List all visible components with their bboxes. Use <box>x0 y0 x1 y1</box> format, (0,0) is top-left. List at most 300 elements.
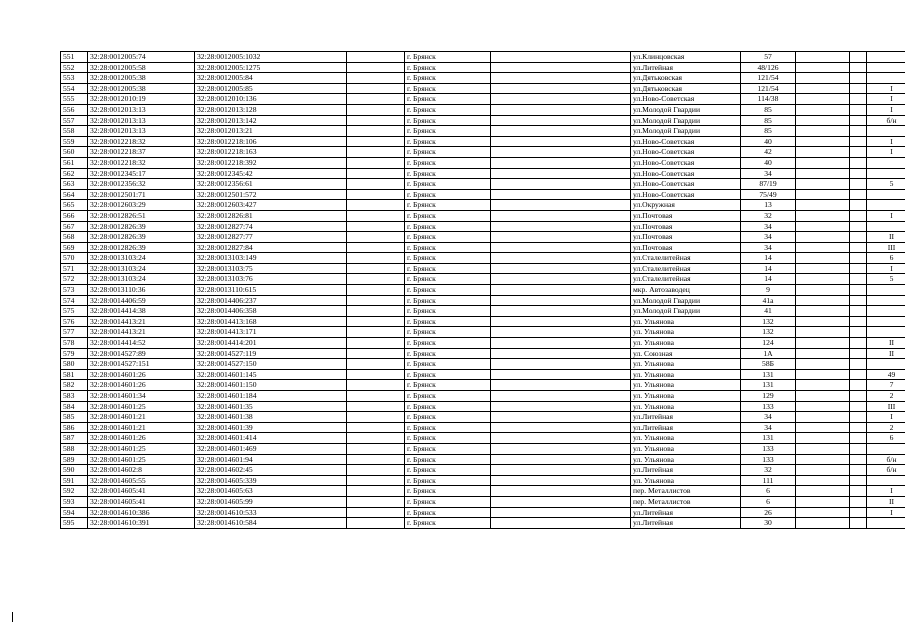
blank-column-cell <box>347 380 405 391</box>
blank-column-cell <box>347 83 405 94</box>
blank-column-3-cell <box>796 210 850 221</box>
blank-column-3-cell <box>796 348 850 359</box>
street-cell: ул.Ново-Советская <box>631 168 741 179</box>
blank-column-3-cell <box>796 126 850 137</box>
table-row <box>61 359 905 370</box>
parcel-cadastral-number-cell: 32:28:0014414:38 <box>88 306 195 317</box>
room-number-cell <box>867 189 905 200</box>
row-number-cell: 569 <box>61 242 88 253</box>
city-cell: г. Брянск <box>405 221 491 232</box>
blank-column-3-cell <box>796 189 850 200</box>
street-cell: ул.Дятьковская <box>631 83 741 94</box>
street-cell: ул.Окружная <box>631 200 741 211</box>
blank-column-3-cell <box>796 380 850 391</box>
room-number-cell: I <box>867 210 905 221</box>
house-number-cell: 131 <box>741 433 796 444</box>
parcel-cadastral-number-cell: 32:28:0014601:26 <box>88 369 195 380</box>
room-number-cell: 6 <box>867 433 905 444</box>
building-cadastral-number-cell: 32:28:0012218:163 <box>195 147 347 158</box>
house-number-cell: 85 <box>741 115 796 126</box>
blank-column-cell <box>347 316 405 327</box>
house-number-cell: 42 <box>741 147 796 158</box>
row-number-cell: 560 <box>61 147 88 158</box>
city-cell: г. Брянск <box>405 306 491 317</box>
city-cell: г. Брянск <box>405 179 491 190</box>
blank-column-4-cell <box>850 263 867 274</box>
house-number-cell: 129 <box>741 391 796 402</box>
blank-column-cell <box>347 189 405 200</box>
blank-column-4-cell <box>850 136 867 147</box>
city-cell: г. Брянск <box>405 115 491 126</box>
blank-column-2-cell <box>491 412 631 423</box>
house-number-cell: 41а <box>741 295 796 306</box>
blank-column-3-cell <box>796 115 850 126</box>
blank-column-4-cell <box>850 157 867 168</box>
blank-column-3-cell <box>796 327 850 338</box>
building-cadastral-number-cell: 32:28:0012827:74 <box>195 221 347 232</box>
blank-column-4-cell <box>850 475 867 486</box>
house-number-cell: 121/54 <box>741 73 796 84</box>
street-cell: ул.Ново-Советская <box>631 136 741 147</box>
building-cadastral-number-cell: 32:28:0012005:1032 <box>195 52 347 63</box>
parcel-cadastral-number-cell: 32:28:0014601:25 <box>88 443 195 454</box>
street-cell: ул.Литейная <box>631 422 741 433</box>
parcel-cadastral-number-cell: 32:28:0014414:52 <box>88 338 195 349</box>
parcel-cadastral-number-cell: 32:28:0013110:36 <box>88 285 195 296</box>
building-cadastral-number-cell: 32:28:0014527:119 <box>195 348 347 359</box>
blank-column-cell <box>347 179 405 190</box>
blank-column-4-cell <box>850 242 867 253</box>
blank-column-3-cell <box>796 465 850 476</box>
building-cadastral-number-cell: 32:28:0014610:584 <box>195 518 347 529</box>
room-number-cell: I <box>867 263 905 274</box>
row-number-cell: 561 <box>61 157 88 168</box>
blank-column-2-cell <box>491 518 631 529</box>
city-cell: г. Брянск <box>405 94 491 105</box>
table-row <box>61 285 905 296</box>
blank-column-4-cell <box>850 433 867 444</box>
parcel-cadastral-number-cell: 32:28:0014413:21 <box>88 327 195 338</box>
room-number-cell: 49 <box>867 369 905 380</box>
parcel-cadastral-number-cell: 32:28:0014605:55 <box>88 475 195 486</box>
room-number-cell: 5 <box>867 274 905 285</box>
parcel-cadastral-number-cell: 32:28:0012826:39 <box>88 242 195 253</box>
parcel-cadastral-number-cell: 32:28:0014527:151 <box>88 359 195 370</box>
street-cell: ул. Ульянова <box>631 380 741 391</box>
blank-column-cell <box>347 126 405 137</box>
table-row <box>61 221 905 232</box>
blank-column-2-cell <box>491 189 631 200</box>
blank-column-cell <box>347 147 405 158</box>
room-number-cell: б/н <box>867 115 905 126</box>
table-row <box>61 422 905 433</box>
street-cell: ул.Литейная <box>631 507 741 518</box>
house-number-cell: 6 <box>741 496 796 507</box>
blank-column-4-cell <box>850 94 867 105</box>
blank-column-cell <box>347 94 405 105</box>
table-row <box>61 316 905 327</box>
building-cadastral-number-cell: 32:28:0014601:150 <box>195 380 347 391</box>
room-number-cell: 5 <box>867 179 905 190</box>
room-number-cell: 6 <box>867 253 905 264</box>
blank-column-cell <box>347 242 405 253</box>
house-number-cell: 133 <box>741 454 796 465</box>
blank-column-cell <box>347 433 405 444</box>
building-cadastral-number-cell: 32:28:0014605:99 <box>195 496 347 507</box>
blank-column-4-cell <box>850 369 867 380</box>
blank-column-4-cell <box>850 200 867 211</box>
blank-column-2-cell <box>491 391 631 402</box>
street-cell: ул. Ульянова <box>631 359 741 370</box>
street-cell: пер. Металлистов <box>631 486 741 497</box>
building-cadastral-number-cell: 32:28:0012827:84 <box>195 242 347 253</box>
parcel-cadastral-number-cell: 32:28:0012501:71 <box>88 189 195 200</box>
blank-column-4-cell <box>850 422 867 433</box>
building-cadastral-number-cell: 32:28:0012013:142 <box>195 115 347 126</box>
street-cell: ул. Союзная <box>631 348 741 359</box>
city-cell: г. Брянск <box>405 73 491 84</box>
parcel-cadastral-number-cell: 32:28:0012826:39 <box>88 232 195 243</box>
blank-column-2-cell <box>491 52 631 63</box>
house-number-cell: 9 <box>741 285 796 296</box>
registry-table-body <box>61 52 905 529</box>
blank-column-cell <box>347 285 405 296</box>
blank-column-2-cell <box>491 285 631 296</box>
blank-column-4-cell <box>850 380 867 391</box>
blank-column-cell <box>347 338 405 349</box>
room-number-cell <box>867 359 905 370</box>
blank-column-2-cell <box>491 126 631 137</box>
parcel-cadastral-number-cell: 32:28:0012826:39 <box>88 221 195 232</box>
city-cell: г. Брянск <box>405 507 491 518</box>
house-number-cell: 14 <box>741 263 796 274</box>
street-cell: ул.Ново-Советская <box>631 147 741 158</box>
house-number-cell: 13 <box>741 200 796 211</box>
city-cell: г. Брянск <box>405 486 491 497</box>
street-cell: ул.Почтовая <box>631 232 741 243</box>
blank-column-3-cell <box>796 369 850 380</box>
blank-column-2-cell <box>491 157 631 168</box>
blank-column-cell <box>347 401 405 412</box>
blank-column-3-cell <box>796 316 850 327</box>
city-cell: г. Брянск <box>405 369 491 380</box>
building-cadastral-number-cell: 32:28:0012010:136 <box>195 94 347 105</box>
row-number-cell: 551 <box>61 52 88 63</box>
blank-column-cell <box>347 327 405 338</box>
blank-column-cell <box>347 104 405 115</box>
blank-column-3-cell <box>796 443 850 454</box>
building-cadastral-number-cell: 32:28:0012826:81 <box>195 210 347 221</box>
parcel-cadastral-number-cell: 32:28:0014605:41 <box>88 496 195 507</box>
blank-column-2-cell <box>491 369 631 380</box>
parcel-cadastral-number-cell: 32:28:0012345:17 <box>88 168 195 179</box>
row-number-cell: 594 <box>61 507 88 518</box>
street-cell: ул. Ульянова <box>631 454 741 465</box>
building-cadastral-number-cell: 32:28:0012603:427 <box>195 200 347 211</box>
blank-column-cell <box>347 348 405 359</box>
building-cadastral-number-cell: 32:28:0014610:533 <box>195 507 347 518</box>
street-cell: ул.Литейная <box>631 62 741 73</box>
table-row <box>61 62 905 73</box>
city-cell: г. Брянск <box>405 285 491 296</box>
room-number-cell: 2 <box>867 422 905 433</box>
building-cadastral-number-cell: 32:28:0014406:237 <box>195 295 347 306</box>
parcel-cadastral-number-cell: 32:28:0012218:32 <box>88 157 195 168</box>
table-row <box>61 179 905 190</box>
blank-column-2-cell <box>491 104 631 115</box>
street-cell: ул. Ульянова <box>631 433 741 444</box>
row-number-cell: 580 <box>61 359 88 370</box>
blank-column-3-cell <box>796 475 850 486</box>
row-number-cell: 572 <box>61 274 88 285</box>
row-number-cell: 566 <box>61 210 88 221</box>
parcel-cadastral-number-cell: 32:28:0014413:21 <box>88 316 195 327</box>
row-number-cell: 558 <box>61 126 88 137</box>
room-number-cell <box>867 327 905 338</box>
city-cell: г. Брянск <box>405 136 491 147</box>
blank-column-cell <box>347 221 405 232</box>
table-row <box>61 115 905 126</box>
blank-column-2-cell <box>491 147 631 158</box>
house-number-cell: 57 <box>741 52 796 63</box>
blank-column-2-cell <box>491 210 631 221</box>
row-number-cell: 595 <box>61 518 88 529</box>
table-row <box>61 401 905 412</box>
blank-column-3-cell <box>796 263 850 274</box>
building-cadastral-number-cell: 32:28:0014601:469 <box>195 443 347 454</box>
blank-column-3-cell <box>796 52 850 63</box>
city-cell: г. Брянск <box>405 126 491 137</box>
room-number-cell <box>867 73 905 84</box>
blank-column-2-cell <box>491 115 631 126</box>
table-row <box>61 486 905 497</box>
blank-column-2-cell <box>491 232 631 243</box>
blank-column-3-cell <box>796 507 850 518</box>
house-number-cell: 121/54 <box>741 83 796 94</box>
street-cell: ул.Молодой Гвардии <box>631 306 741 317</box>
blank-column-4-cell <box>850 486 867 497</box>
row-number-cell: 571 <box>61 263 88 274</box>
blank-column-3-cell <box>796 157 850 168</box>
parcel-cadastral-number-cell: 32:28:0012005:74 <box>88 52 195 63</box>
table-row <box>61 168 905 179</box>
parcel-cadastral-number-cell: 32:28:0012010:19 <box>88 94 195 105</box>
blank-column-2-cell <box>491 136 631 147</box>
table-row <box>61 496 905 507</box>
table-row <box>61 433 905 444</box>
blank-column-3-cell <box>796 295 850 306</box>
house-number-cell: 1А <box>741 348 796 359</box>
street-cell: мкр. Автозаводец <box>631 285 741 296</box>
city-cell: г. Брянск <box>405 380 491 391</box>
row-number-cell: 577 <box>61 327 88 338</box>
blank-column-cell <box>347 253 405 264</box>
room-number-cell: I <box>867 94 905 105</box>
parcel-cadastral-number-cell: 32:28:0012603:29 <box>88 200 195 211</box>
row-number-cell: 574 <box>61 295 88 306</box>
building-cadastral-number-cell: 32:28:0014601:414 <box>195 433 347 444</box>
parcel-cadastral-number-cell: 32:28:0014601:25 <box>88 401 195 412</box>
street-cell: ул. Ульянова <box>631 327 741 338</box>
building-cadastral-number-cell: 32:28:0014601:184 <box>195 391 347 402</box>
house-number-cell: 131 <box>741 380 796 391</box>
blank-column-cell <box>347 507 405 518</box>
building-cadastral-number-cell: 32:28:0014601:35 <box>195 401 347 412</box>
building-cadastral-number-cell: 32:28:0014602:45 <box>195 465 347 476</box>
blank-column-2-cell <box>491 263 631 274</box>
row-number-cell: 576 <box>61 316 88 327</box>
row-number-cell: 586 <box>61 422 88 433</box>
row-number-cell: 583 <box>61 391 88 402</box>
blank-column-2-cell <box>491 359 631 370</box>
row-number-cell: 556 <box>61 104 88 115</box>
blank-column-4-cell <box>850 465 867 476</box>
city-cell: г. Брянск <box>405 210 491 221</box>
street-cell: ул.Ново-Советская <box>631 189 741 200</box>
room-number-cell: I <box>867 104 905 115</box>
blank-column-3-cell <box>796 94 850 105</box>
blank-column-cell <box>347 274 405 285</box>
row-number-cell: 582 <box>61 380 88 391</box>
blank-column-2-cell <box>491 380 631 391</box>
street-cell: ул.Сталелитейная <box>631 263 741 274</box>
room-number-cell: II <box>867 496 905 507</box>
street-cell: ул.Почтовая <box>631 210 741 221</box>
blank-column-3-cell <box>796 73 850 84</box>
room-number-cell: III <box>867 401 905 412</box>
room-number-cell <box>867 157 905 168</box>
row-number-cell: 584 <box>61 401 88 412</box>
blank-column-4-cell <box>850 210 867 221</box>
blank-column-2-cell <box>491 168 631 179</box>
city-cell: г. Брянск <box>405 274 491 285</box>
city-cell: г. Брянск <box>405 391 491 402</box>
row-number-cell: 592 <box>61 486 88 497</box>
table-row <box>61 94 905 105</box>
blank-column-4-cell <box>850 73 867 84</box>
parcel-cadastral-number-cell: 32:28:0012826:51 <box>88 210 195 221</box>
table-row <box>61 73 905 84</box>
room-number-cell: I <box>867 83 905 94</box>
row-number-cell: 567 <box>61 221 88 232</box>
row-number-cell: 579 <box>61 348 88 359</box>
building-cadastral-number-cell: 32:28:0014601:39 <box>195 422 347 433</box>
street-cell: ул.Ново-Советская <box>631 157 741 168</box>
house-number-cell: 32 <box>741 465 796 476</box>
city-cell: г. Брянск <box>405 518 491 529</box>
table-row <box>61 369 905 380</box>
blank-column-2-cell <box>491 443 631 454</box>
table-row <box>61 412 905 423</box>
street-cell: ул.Ново-Советская <box>631 94 741 105</box>
city-cell: г. Брянск <box>405 147 491 158</box>
parcel-cadastral-number-cell: 32:28:0014527:89 <box>88 348 195 359</box>
parcel-cadastral-number-cell: 32:28:0013103:24 <box>88 263 195 274</box>
blank-column-4-cell <box>850 147 867 158</box>
blank-column-3-cell <box>796 422 850 433</box>
blank-column-4-cell <box>850 338 867 349</box>
blank-column-2-cell <box>491 83 631 94</box>
row-number-cell: 573 <box>61 285 88 296</box>
blank-column-3-cell <box>796 486 850 497</box>
street-cell: ул.Молодой Гвардии <box>631 295 741 306</box>
house-number-cell: 133 <box>741 443 796 454</box>
house-number-cell: 131 <box>741 369 796 380</box>
blank-column-cell <box>347 73 405 84</box>
room-number-cell: б/н <box>867 454 905 465</box>
blank-column-4-cell <box>850 327 867 338</box>
house-number-cell: 114/38 <box>741 94 796 105</box>
parcel-cadastral-number-cell: 32:28:0012013:13 <box>88 126 195 137</box>
table-row <box>61 200 905 211</box>
table-row <box>61 189 905 200</box>
room-number-cell <box>867 316 905 327</box>
blank-column-3-cell <box>796 179 850 190</box>
house-number-cell: 26 <box>741 507 796 518</box>
parcel-cadastral-number-cell: 32:28:0014601:21 <box>88 422 195 433</box>
blank-column-2-cell <box>491 454 631 465</box>
city-cell: г. Брянск <box>405 433 491 444</box>
blank-column-4-cell <box>850 179 867 190</box>
table-row <box>61 126 905 137</box>
parcel-cadastral-number-cell: 32:28:0012005:38 <box>88 73 195 84</box>
blank-column-2-cell <box>491 507 631 518</box>
blank-column-2-cell <box>491 433 631 444</box>
table-row <box>61 263 905 274</box>
blank-column-2-cell <box>491 221 631 232</box>
blank-column-3-cell <box>796 518 850 529</box>
room-number-cell: II <box>867 232 905 243</box>
house-number-cell: 132 <box>741 327 796 338</box>
blank-column-cell <box>347 369 405 380</box>
street-cell: ул.Сталелитейная <box>631 253 741 264</box>
building-cadastral-number-cell: 32:28:0014406:358 <box>195 306 347 317</box>
blank-column-2-cell <box>491 327 631 338</box>
table-row <box>61 232 905 243</box>
blank-column-cell <box>347 136 405 147</box>
street-cell: пер. Металлистов <box>631 496 741 507</box>
street-cell: ул. Ульянова <box>631 316 741 327</box>
house-number-cell: 6 <box>741 486 796 497</box>
blank-column-4-cell <box>850 168 867 179</box>
blank-column-4-cell <box>850 104 867 115</box>
city-cell: г. Брянск <box>405 454 491 465</box>
blank-column-cell <box>347 210 405 221</box>
blank-column-4-cell <box>850 274 867 285</box>
city-cell: г. Брянск <box>405 338 491 349</box>
blank-column-3-cell <box>796 168 850 179</box>
blank-column-cell <box>347 232 405 243</box>
table-row <box>61 391 905 402</box>
blank-column-2-cell <box>491 486 631 497</box>
blank-column-2-cell <box>491 253 631 264</box>
blank-column-3-cell <box>796 391 850 402</box>
city-cell: г. Брянск <box>405 327 491 338</box>
room-number-cell <box>867 52 905 63</box>
row-number-cell: 559 <box>61 136 88 147</box>
house-number-cell: 132 <box>741 316 796 327</box>
building-cadastral-number-cell: 32:28:0012013:21 <box>195 126 347 137</box>
blank-column-3-cell <box>796 242 850 253</box>
table-row <box>61 454 905 465</box>
room-number-cell <box>867 62 905 73</box>
parcel-cadastral-number-cell: 32:28:0014610:386 <box>88 507 195 518</box>
building-cadastral-number-cell: 32:28:0012345:42 <box>195 168 347 179</box>
street-cell: ул.Молодой Гвардии <box>631 115 741 126</box>
house-number-cell: 34 <box>741 168 796 179</box>
building-cadastral-number-cell: 32:28:0012218:106 <box>195 136 347 147</box>
street-cell: ул.Литейная <box>631 465 741 476</box>
